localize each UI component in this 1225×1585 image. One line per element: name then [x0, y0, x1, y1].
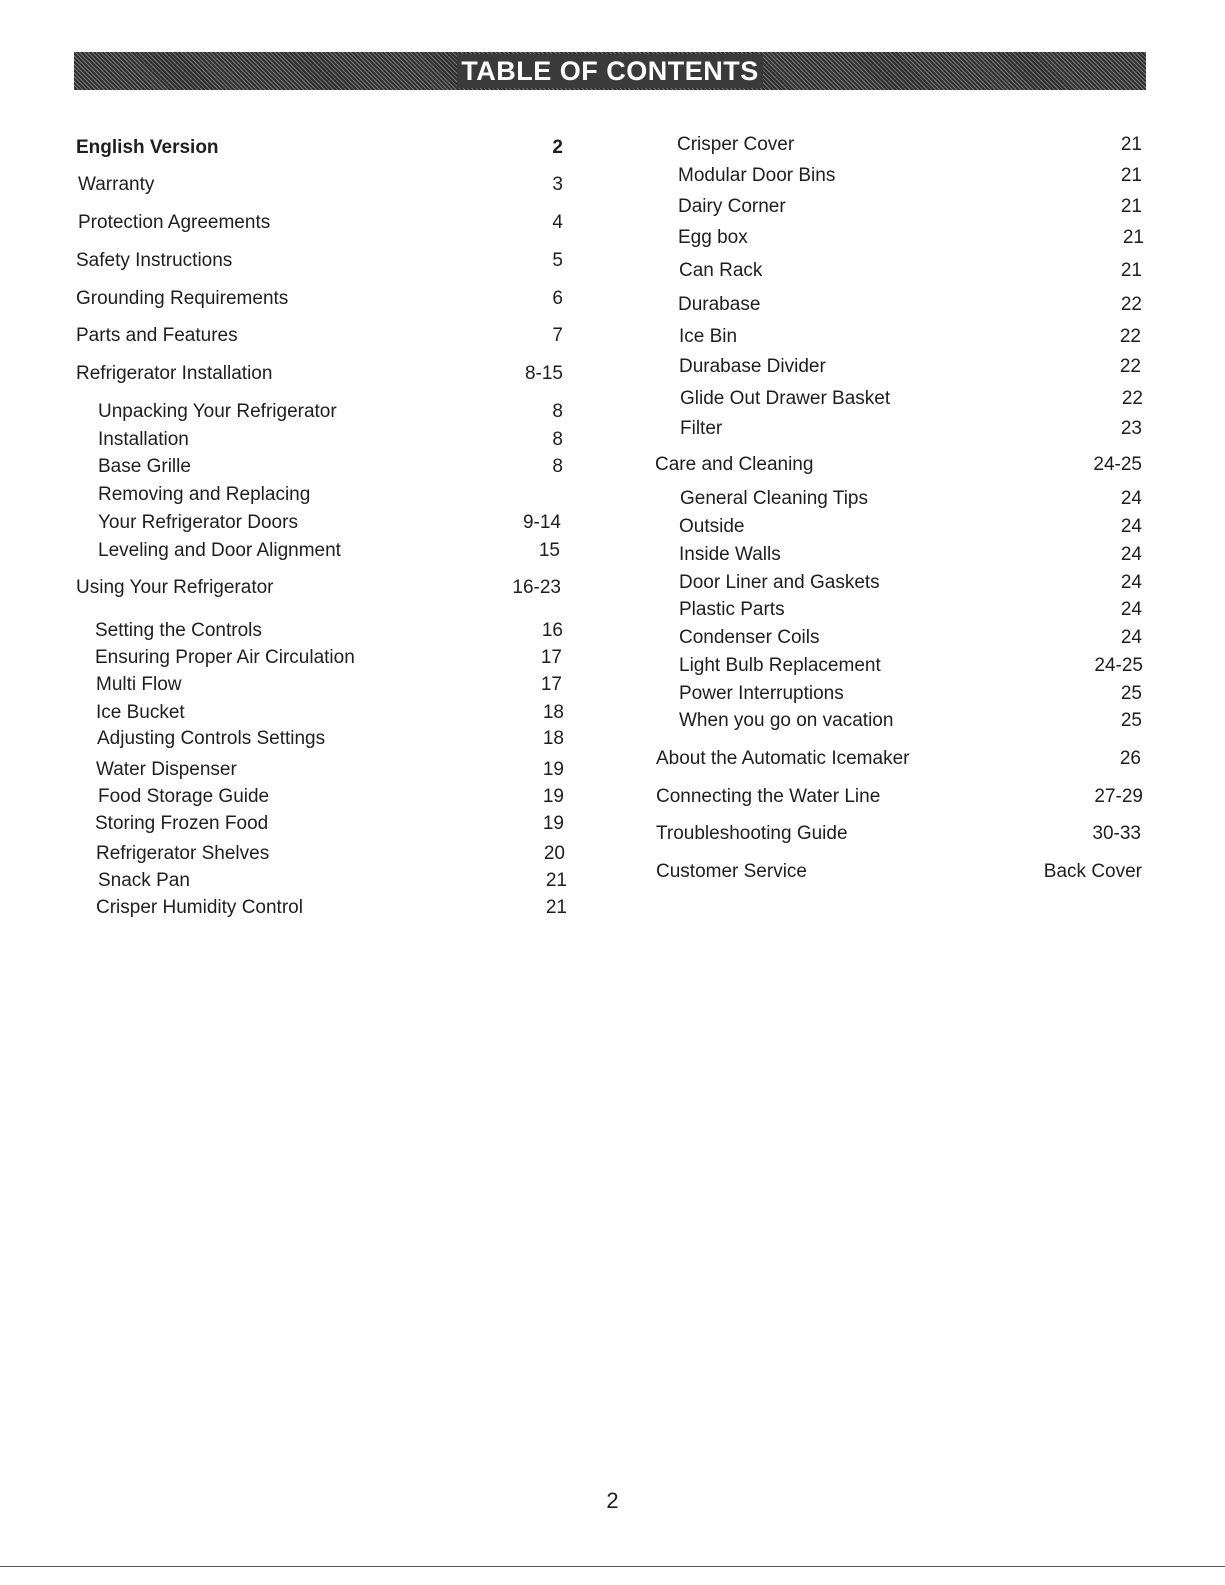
toc-entry-page: 5 — [552, 250, 563, 271]
toc-entry-page: 21 — [1120, 134, 1142, 155]
toc-entry-page: 6 — [552, 288, 563, 309]
toc-entry-label: Care and Cleaning — [655, 454, 814, 475]
toc-entry-page: 25 — [1120, 710, 1142, 731]
toc-entry-label: Your Refrigerator Doors — [98, 512, 298, 533]
toc-entry-page: 21 — [1120, 260, 1142, 281]
right-toc-entry — [0, 293, 1225, 317]
toc-entry-label: Warranty — [78, 174, 155, 195]
toc-entry-page: 21 — [545, 897, 567, 918]
toc-entry-label: Filter — [680, 418, 723, 439]
right-toc-entry — [0, 515, 1225, 539]
toc-entry-label: Setting the Controls — [95, 620, 262, 641]
toc-entry-label: Food Storage Guide — [98, 786, 270, 807]
toc-entry-label: Unpacking Your Refrigerator — [98, 401, 337, 422]
toc-entry-page: 21 — [1120, 196, 1142, 217]
toc-entry-label: Crisper Cover — [677, 134, 795, 155]
toc-entry-label: Ice Bucket — [96, 702, 185, 723]
toc-entry-label: Connecting the Water Line — [656, 786, 881, 807]
toc-entry-label: Leveling and Door Alignment — [98, 540, 341, 561]
toc-entry-label: Parts and Features — [76, 325, 238, 346]
right-toc-entry — [0, 164, 1225, 188]
toc-entry-label: Durabase — [678, 294, 761, 315]
toc-entry-label: Condenser Coils — [679, 627, 820, 648]
toc-entry-page: 19 — [542, 813, 564, 834]
toc-entry-page: 18 — [542, 702, 564, 723]
toc-entry-page: 25 — [1120, 683, 1142, 704]
toc-entry-page: 22 — [1119, 356, 1141, 377]
page-title: TABLE OF CONTENTS — [457, 54, 762, 88]
page-number: 2 — [606, 1488, 619, 1513]
toc-entry-label: Egg box — [678, 227, 748, 248]
toc-entry-page: 22 — [1120, 294, 1142, 315]
toc-entry-page: 18 — [542, 728, 564, 749]
toc-entry-page: 9-14 — [522, 512, 561, 533]
right-toc-entry — [0, 626, 1225, 650]
toc-entry-page: 26 — [1119, 748, 1141, 769]
right-toc-entry — [0, 487, 1225, 511]
right-toc-entry — [0, 785, 1225, 809]
toc-entry-label: About the Automatic Icemaker — [656, 748, 910, 769]
toc-entry-page: 24-25 — [1093, 454, 1142, 475]
toc-entry-label: Using Your Refrigerator — [76, 577, 274, 598]
toc-entry-page: 23 — [1120, 418, 1142, 439]
toc-entry-label: Grounding Requirements — [76, 288, 289, 309]
toc-entry-label: When you go on vacation — [679, 710, 894, 731]
toc-entry-page: 24 — [1120, 544, 1142, 565]
toc-entry-label: Light Bulb Replacement — [679, 655, 881, 676]
toc-entry-label: Plastic Parts — [679, 599, 785, 620]
toc-entry-page: 16-23 — [512, 577, 561, 598]
toc-entry-label: Dairy Corner — [678, 196, 786, 217]
toc-entry-page: 16 — [541, 620, 563, 641]
toc-entry-page: 3 — [552, 174, 563, 195]
toc-entry-label: Multi Flow — [96, 674, 182, 695]
toc-entry-label: Modular Door Bins — [678, 165, 836, 186]
toc-entry-label: Glide Out Drawer Basket — [680, 388, 891, 409]
toc-entry-page: 24 — [1120, 516, 1142, 537]
toc-entry-page: 17 — [540, 674, 562, 695]
right-toc-entry — [0, 195, 1225, 219]
toc-entry-label: Refrigerator Shelves — [96, 843, 270, 864]
toc-entry-label: Durabase Divider — [679, 356, 826, 377]
toc-entry-page: 7 — [552, 325, 563, 346]
right-toc-entry — [0, 860, 1225, 884]
toc-entry-label: Power Interruptions — [679, 683, 844, 704]
right-toc-entry — [0, 822, 1225, 846]
toc-entry-page: 20 — [543, 843, 565, 864]
toc-entry-label: Customer Service — [656, 861, 807, 882]
toc-entry-label: Protection Agreements — [78, 212, 271, 233]
toc-entry-page: 21 — [1122, 227, 1144, 248]
right-toc-entry — [0, 355, 1225, 379]
toc-entry-label: Installation — [98, 429, 189, 450]
toc-entry-page: 27-29 — [1094, 786, 1143, 807]
toc-entry-label: Troubleshooting Guide — [656, 823, 848, 844]
toc-entry-page: 8 — [552, 429, 563, 450]
toc-entry-page: 4 — [552, 212, 563, 233]
toc-entry-label: Ice Bin — [679, 326, 738, 347]
left-toc-entry — [0, 896, 1225, 920]
toc-entry-page: 24 — [1120, 572, 1142, 593]
toc-entry-page: 22 — [1119, 326, 1141, 347]
toc-entry-page: 19 — [542, 786, 564, 807]
toc-entry-page: 22 — [1121, 388, 1143, 409]
toc-entry-label: General Cleaning Tips — [680, 488, 868, 509]
right-toc-entry — [0, 226, 1225, 250]
toc-entry-label: Snack Pan — [98, 870, 190, 891]
right-toc-entry — [0, 133, 1225, 157]
right-toc-entry — [0, 417, 1225, 441]
toc-entry-label: Can Rack — [679, 260, 763, 281]
toc-entry-label: Door Liner and Gaskets — [679, 572, 880, 593]
right-toc-entry — [0, 598, 1225, 622]
toc-entry-label: Outside — [679, 516, 745, 537]
toc-entry-page: 2 — [552, 137, 563, 158]
toc-entry-page: 8 — [552, 401, 563, 422]
bottom-divider — [0, 1566, 1225, 1567]
toc-entry-page: 21 — [545, 870, 567, 891]
toc-entry-label: Removing and Replacing — [98, 484, 311, 505]
toc-entry-label: Crisper Humidity Control — [96, 897, 303, 918]
toc-entry-page: 24 — [1120, 488, 1142, 509]
toc-entry-page: 15 — [538, 540, 560, 561]
right-toc-entry — [0, 654, 1225, 678]
toc-entry-label: Storing Frozen Food — [95, 813, 269, 834]
right-toc-entry — [0, 682, 1225, 706]
toc-entry-page: 8-15 — [524, 363, 563, 384]
toc-entry-page: 24-25 — [1094, 655, 1143, 676]
right-toc-entry — [0, 453, 1225, 477]
toc-entry-page: 21 — [1120, 165, 1142, 186]
toc-entry-label: Water Dispenser — [96, 759, 237, 780]
toc-entry-label: Ensuring Proper Air Circulation — [95, 647, 355, 668]
toc-entry-label: Safety Instructions — [76, 250, 233, 271]
right-toc-entry — [0, 387, 1225, 411]
right-toc-entry — [0, 543, 1225, 567]
toc-entry-label: Adjusting Controls Settings — [97, 728, 326, 749]
toc-entry-page: 8 — [552, 456, 563, 477]
toc-entry-label: Inside Walls — [679, 544, 781, 565]
toc-entry-label: Base Grille — [98, 456, 191, 477]
right-toc-entry — [0, 571, 1225, 595]
toc-entry-page: 17 — [540, 647, 562, 668]
right-toc-entry — [0, 259, 1225, 283]
toc-entry-page: Back Cover — [1043, 861, 1142, 882]
toc-entry-label: English Version — [76, 137, 219, 158]
right-toc-entry — [0, 325, 1225, 349]
right-toc-entry — [0, 747, 1225, 771]
toc-entry-page: 24 — [1120, 599, 1142, 620]
toc-entry-label: Refrigerator Installation — [76, 363, 273, 384]
toc-entry-page: 24 — [1120, 627, 1142, 648]
toc-entry-page: 19 — [542, 759, 564, 780]
right-toc-entry — [0, 709, 1225, 733]
toc-entry-page: 30-33 — [1092, 823, 1141, 844]
